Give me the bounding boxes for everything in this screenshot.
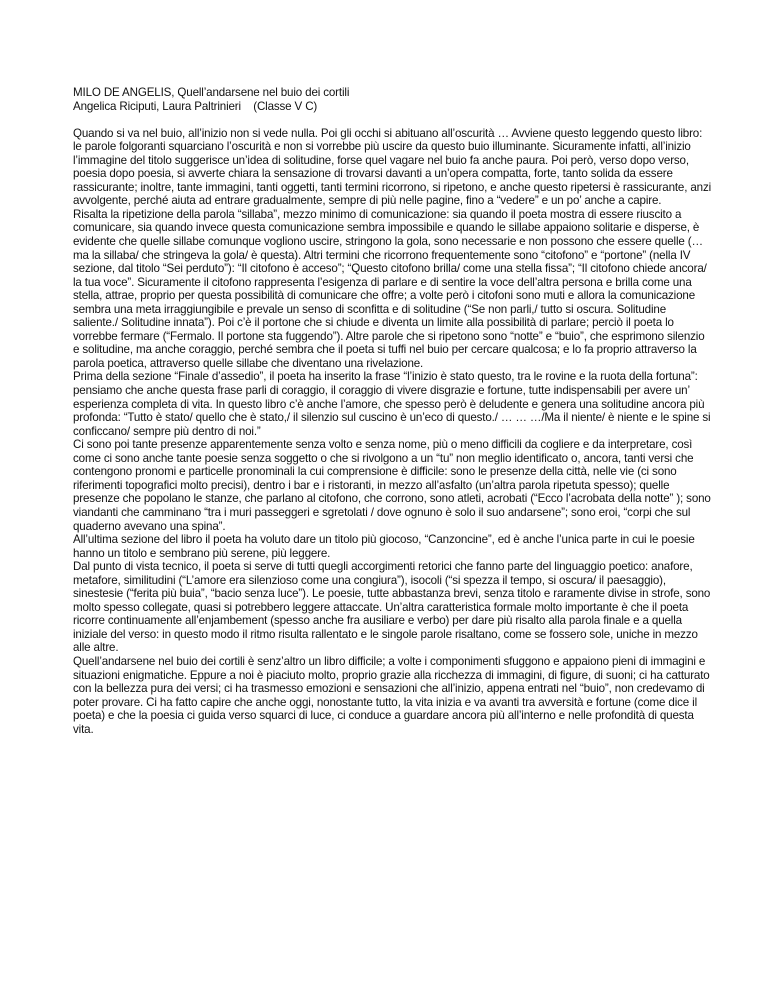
document-title: MILO DE ANGELIS, Quell’andarsene nel buio dei cortili [73,86,350,99]
blank-line [73,113,713,127]
paragraph-presenze: Ci sono poi tante presenze apparentemente senza volto e senza nome, più o meno difficili da cogliere e da interpretare, così come ci sono anche tante poesie senza soggetto o che si rivolgono a un “tu” non meglio identificato o, ancora, tanti versi che contengono pronomi e particelle pronominali la cui comprensione è difficile: sono le presenze della città, nelle vie (ci sono riferimenti topografici molto precisi), dentro i bar e i ristoranti, in mezzo all’asfalto (un’altra parola ripetuta spesso); quelle presenze che popolano le stanze, che parlano al citofono, che corrono, sono atleti, acrobati (“Ecco l’acrobata della notte” ); sono viandanti che camminano “tra i muri passeggeri e sgretolati / dove ognuno è solo il suo andarsene”; sono eroi, “corpi che sul quaderno avevano una spina”. [73,438,711,533]
document-authors: Angelica Riciputi, Laura Paltrinieri (Classe V C) [73,99,318,113]
paragraph-sillaba: Risalta la ripetizione della parola “sillaba”, mezzo minimo di comunicazione: sia quando il poeta mostra di essere riuscito a comunicare, sia quando invece questa comunicazione sembra impossibile e quando le sillabe appaiono solitarie e disperse, è evidente che quelle sillabe comunque vogliono uscire, stringono la gola, sono necessarie e non possono che essere quelle (…ma la sillaba/ che stringeva la gola/ è questa). Altri termini che ricorrono frequentemente sono “citofono” e “portone” (nella IV sezione, dal titolo “Sei perduto”): “Il citofono è acceso”; “Questo citofono brilla/ come una stella fissa”; “Il citofono chiede ancora/ la tua voce”. Sicuramente il citofono rappresenta l’esigenza di parlare e di sentire la voce dell’altra persona e brilla come una stella, attrae, proprio per questa possibilità di comunicare che offre; a volte però i citofoni sono muti e allora la comunicazione sembra una meta irraggiungibile e prevale un senso di sconfitta e di solitudine (“Se non parli,/ tutto si oscura. Solitudine saliente./ Solitudine innata”). Poi c’è il portone che si chiude e diventa un limite alla possibilità di parlare; perciò il poeta lo vorrebbe fermare (“Fermalo. Il portone sta fuggendo”). Altre parole che si ripetono sono “notte” e “buio”, che esprimono silenzio e solitudine, ma anche coraggio, perché sembra che il poeta si tuffi nel buio per cercare qualcosa; e lo fa proprio attraverso la parola poetica, attraverso quelle sillabe che diventano una rivelazione. [73,207,707,370]
paragraph-canzoncine: All’ultima sezione del libro il poeta ha voluto dare un titolo più giocoso, “Canzoncine”, ed è anche l’unica parte in cui le poesie hanno un titolo e sembrano più serene, più leggere. [73,533,695,560]
document-page [73,86,713,736]
paragraph-finale-assedio: Prima della sezione “Finale d’assedio”, il poeta ha inserito la frase “l’inizio è stato questo, tra le rovine e la ruota della fortuna”: pensiamo che anche questa frase parli di coraggio, il coraggio di vivere disgrazie e fortune, tutte indispensabili per avere un’ esperienza completa di vita. In questo libro c’è anche l’amore, che spesso però è deludente e genera una solitudine ancora più profonda: “Tutto è stato/ quello che è stato,/ il silenzio sul cuscino è un’eco di questo./ … … …/Ma il niente/ è niente e le spine si conficcano/ sempre più dentro di noi.” [73,370,711,438]
paragraph-conclusione: Quell’andarsene nel buio dei cortili è senz’altro un libro difficile; a volte i componimenti sfuggono e appaiono pieni di immagini e situazioni enigmatiche. Eppure a noi è piaciuto molto, proprio grazie alla ricchezza di immagini, di figure, di suoni; ci ha catturato con la bellezza pura dei versi; ci ha trasmesso emozioni e sensazioni che all’inizio, appena entrati nel “buio”, non credevamo di poter provare. Ci ha fatto capire che anche oggi, nonostante tutto, la vita inizia e va avanti tra avversità e fortune (come dice il poeta) e che la poesia ci guida verso squarci di luce, ci conduce a guardare ancora più all’interno e nelle profondità di questa vita. [73,654,710,736]
paragraph-tecnica: Dal punto di vista tecnico, il poeta si serve di tutti quegli accorgimenti retorici che fanno parte del linguaggio poetico: anafore, metafore, similitudini (“L’amore era silenzioso come una congiura”), isocoli (“si spezza il tempo, si oscura/ il paesaggio), sinestesie (“ferita più buia”, “bacio senza luce”). Le poesie, tutte abbastanza brevi, senza titolo e raramente divise in strofe, sono molto spesso collegate, quasi si potrebbero leggere attaccate. Un’altra caratteristica formale molto importante è che il poeta ricorre continuamente all’enjambement (spesso anche fra ausiliare e verbo) per dare più risalto alla parola finale e a quella iniziale del verso: in questo modo il ritmo risulta rallentato e le singole parole risaltano, come se fossero sole, uniche in mezzo alle altre. [73,560,711,655]
paragraph-intro: Quando si va nel buio, all’inizio non si vede nulla. Poi gli occhi si abituano all’oscurità … Avviene questo leggendo questo libro: le parole folgoranti squarciano l’oscurità e non si vorrebbe più uscire da questo buio illuminante. Sicuramente infatti, all’inizio l’immagine del titolo suggerisce un’idea di solitudine, forse quel vagare nel buio fa anche paura. Poi però, verso dopo verso, poesia dopo poesia, si avverte chiara la sensazione di trovarsi davanti a un’opera compatta, forte, tanto solida da essere rassicurante; inoltre, tante immagini, tanti oggetti, tanti termini ricorrono, si ripetono, e anche questo ripetersi è rassicurante, anzi avvolgente, perché aiuta ad entrare gradualmente, sempre di più nelle pagine, fino a “vedere” e un po’ anche a capire. [73,126,712,208]
